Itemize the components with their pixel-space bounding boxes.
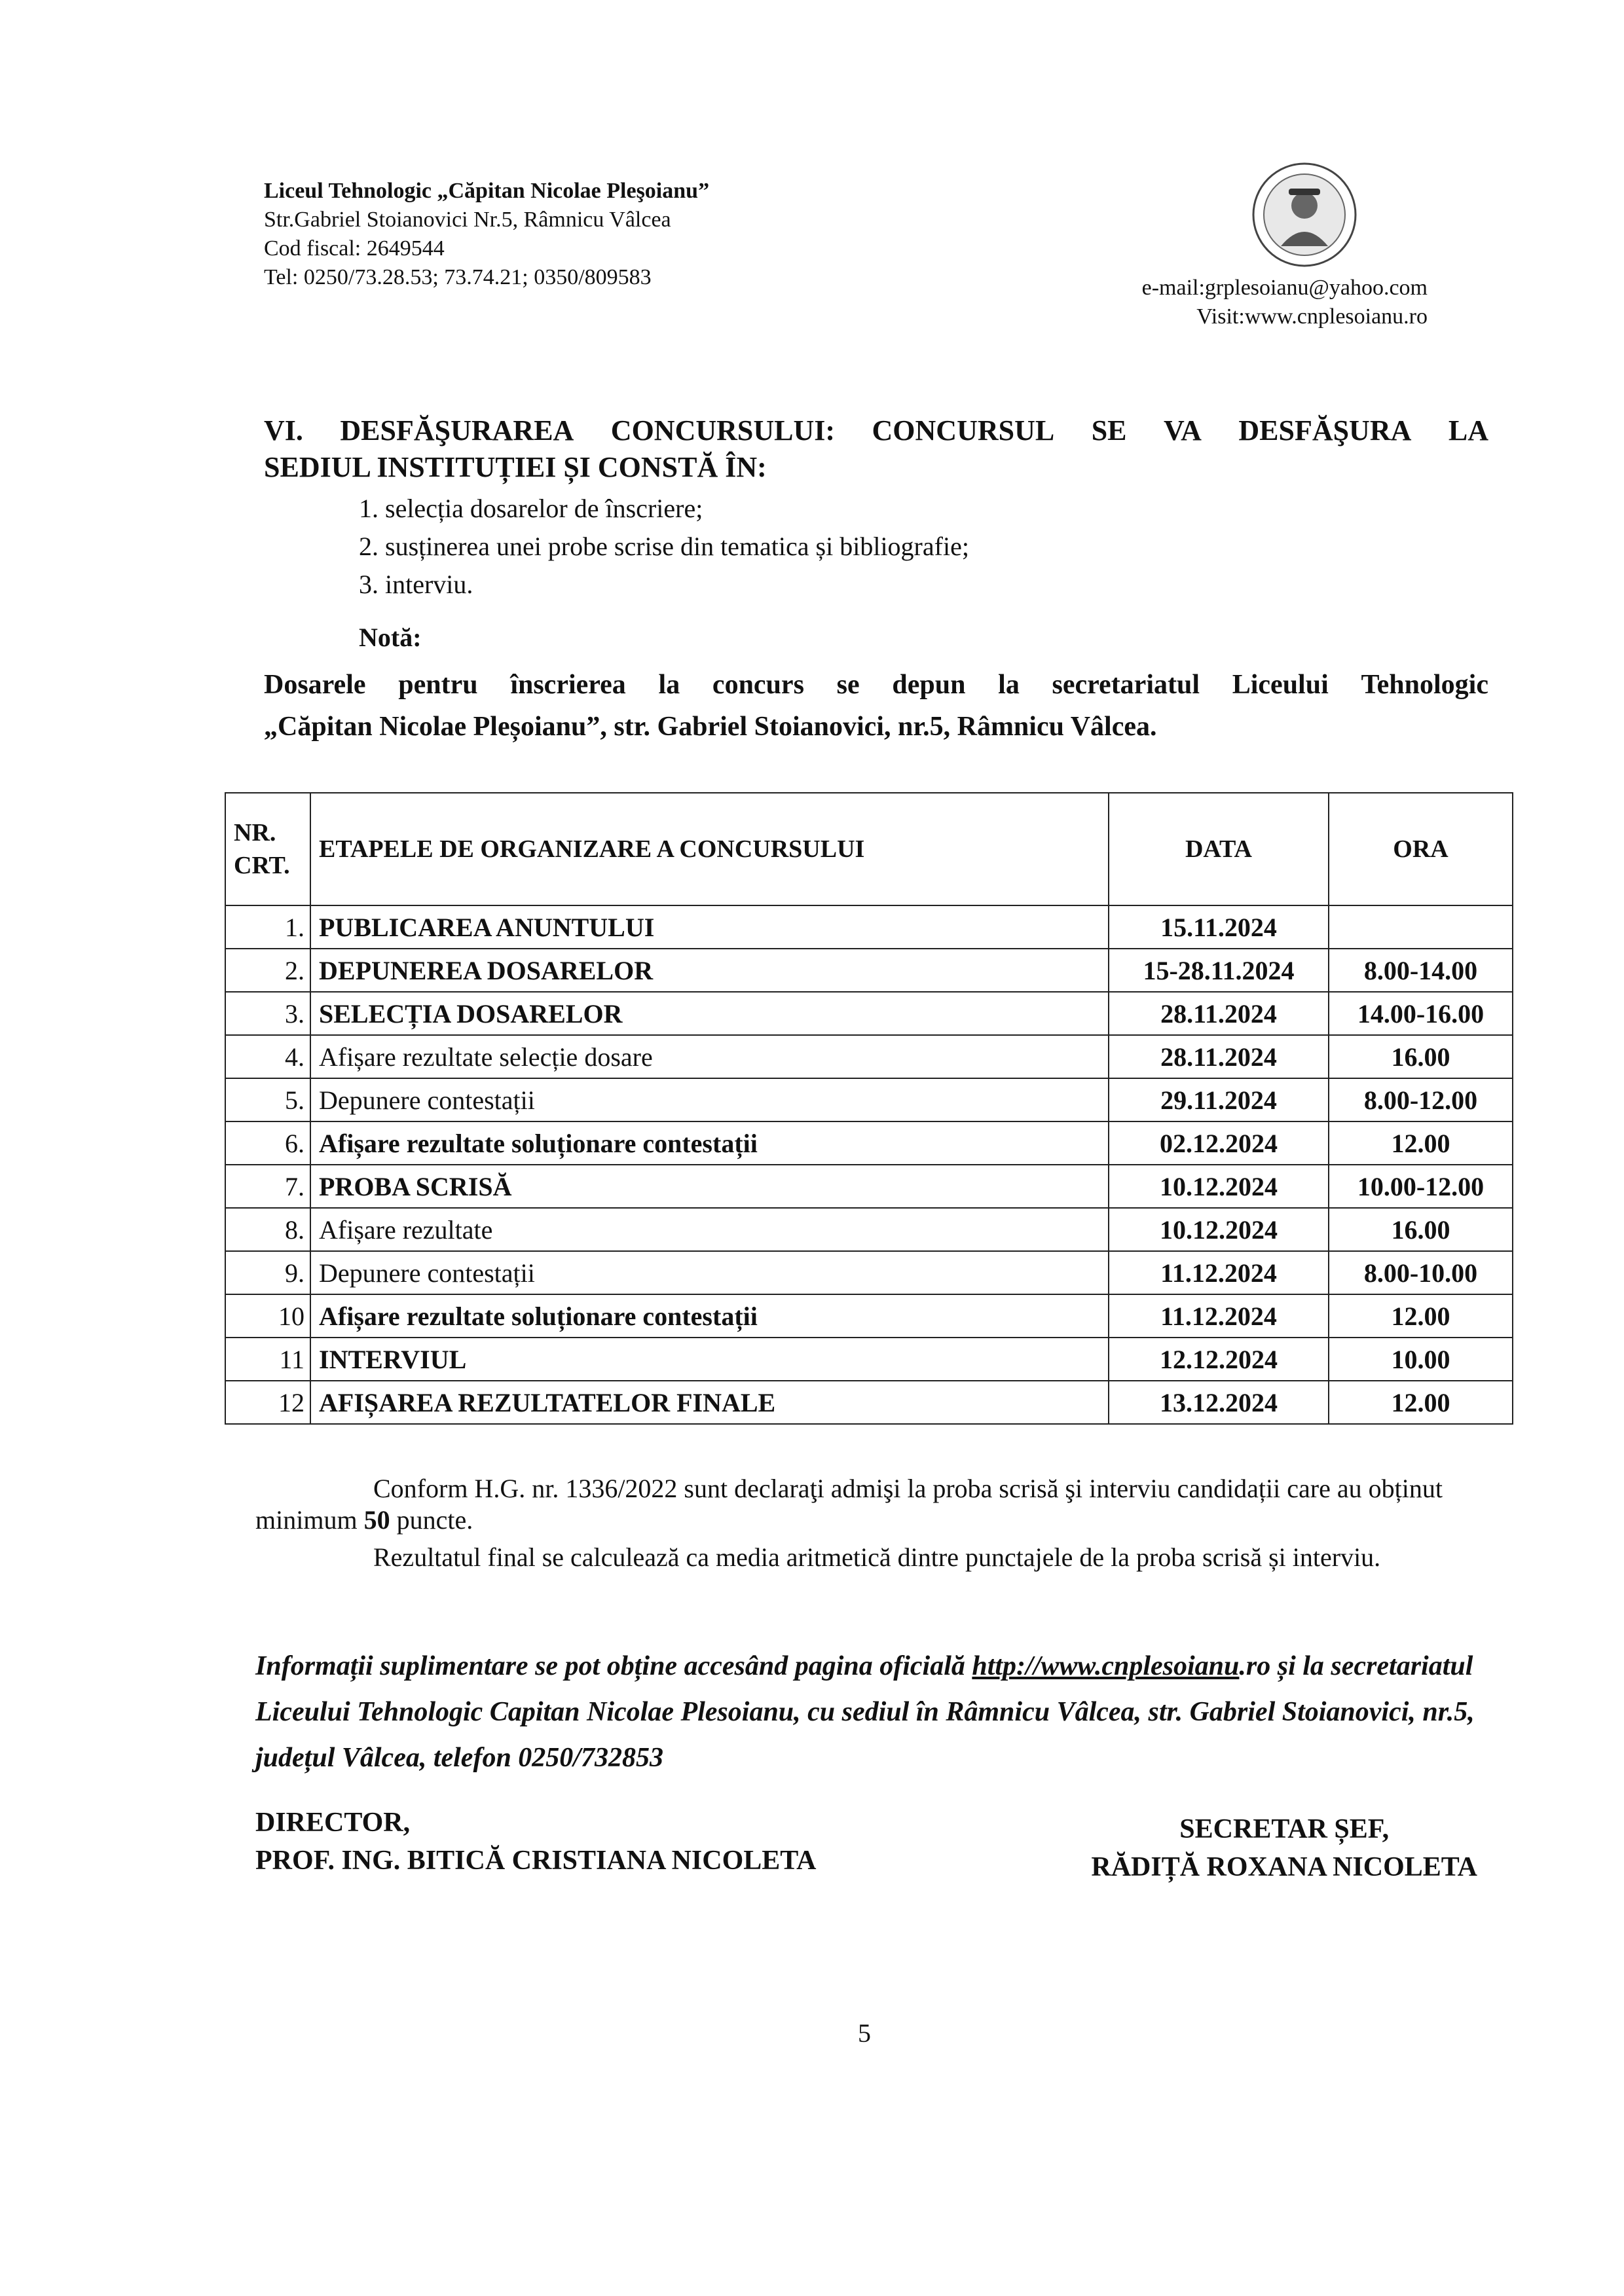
note-word: înscrierea <box>510 670 626 700</box>
school-address: Str.Gabriel Stoianovici Nr.5, Râmnicu Vâlcea <box>264 208 671 232</box>
cell-time: 8.00-14.00 <box>1329 949 1513 992</box>
cell-nr: 7. <box>225 1165 310 1208</box>
note-word: se <box>836 670 860 700</box>
school-fiscal-code: Cod fiscal: 2649544 <box>264 236 445 261</box>
note-word: concurs <box>712 670 804 700</box>
minimum-points: 50 <box>363 1505 390 1535</box>
table-row <box>225 1381 1513 1424</box>
note-line-2: „Căpitan Nicolae Pleșoianu”, str. Gabriel Stoianovici, nr.5, Râmnicu Vâlcea. <box>264 712 1157 742</box>
cell-stage: Depunere contestații <box>310 1078 1109 1121</box>
cell-date: 11.12.2024 <box>1109 1251 1329 1294</box>
school-header <box>264 177 709 292</box>
cell-time: 12.00 <box>1329 1121 1513 1165</box>
table-row <box>225 1294 1513 1338</box>
cell-time: 12.00 <box>1329 1294 1513 1338</box>
cell-stage: Afișare rezultate soluționare contestații <box>310 1294 1109 1338</box>
cell-date: 10.12.2024 <box>1109 1165 1329 1208</box>
cell-time: 16.00 <box>1329 1208 1513 1251</box>
section-title-line-1 <box>264 412 1488 449</box>
cell-nr: 12 <box>225 1381 310 1424</box>
section-title-word: LA <box>1448 414 1488 446</box>
table-row <box>225 1035 1513 1078</box>
table-row <box>225 992 1513 1035</box>
section-title-line-2: SEDIUL INSTITUȚIEI ȘI CONSTĂ ÎN: <box>264 451 767 483</box>
cell-date: 02.12.2024 <box>1109 1121 1329 1165</box>
cell-stage: DEPUNEREA DOSARELOR <box>310 949 1109 992</box>
cell-nr: 4. <box>225 1035 310 1078</box>
cell-time: 14.00-16.00 <box>1329 992 1513 1035</box>
header-stage: ETAPELE DE ORGANIZARE A CONCURSULUI <box>310 793 1109 905</box>
cell-stage: PROBA SCRISĂ <box>310 1165 1109 1208</box>
director-title: DIRECTOR, <box>255 1808 411 1838</box>
stage-list <box>359 490 969 604</box>
admission-text-start: Conform H.G. nr. 1336/2022 sunt declaraţi admişi la proba scrisă şi interviu candidații care au obținut minimum <box>255 1474 1443 1535</box>
final-result-text: Rezultatul final se calculează ca media aritmetică dintre punctajele de la proba scrisă și interviu. <box>373 1542 1381 1572</box>
section-title <box>264 412 1488 486</box>
section-title-word: DESFĂŞURAREA <box>340 414 574 446</box>
cell-nr: 1. <box>225 905 310 949</box>
admission-text-end: puncte. <box>390 1505 473 1535</box>
director-signature-block <box>255 1804 817 1880</box>
cell-date: 15.11.2024 <box>1109 905 1329 949</box>
note-text <box>264 664 1488 748</box>
cell-time <box>1329 905 1513 949</box>
cell-date: 12.12.2024 <box>1109 1338 1329 1381</box>
section-title-word: CONCURSULUI: <box>610 414 836 446</box>
cell-date: 13.12.2024 <box>1109 1381 1329 1424</box>
table-row <box>225 905 1513 949</box>
section-title-word: DESFĂŞURA <box>1238 414 1412 446</box>
final-result-paragraph <box>255 1542 1486 1573</box>
info-text-start: Informații suplimentare se pot obține accesând pagina oficială <box>255 1651 972 1681</box>
table-row <box>225 1078 1513 1121</box>
table-row <box>225 1121 1513 1165</box>
cell-time: 8.00-12.00 <box>1329 1078 1513 1121</box>
note-word: pentru <box>398 670 478 700</box>
cell-date: 15-28.11.2024 <box>1109 949 1329 992</box>
table-row <box>225 1208 1513 1251</box>
table-row <box>225 1165 1513 1208</box>
section-title-word: CONCURSUL <box>872 414 1055 446</box>
admission-paragraph <box>255 1473 1486 1536</box>
header-nr: NR. CRT. <box>225 793 310 905</box>
cell-stage: AFIȘAREA REZULTATELOR FINALE <box>310 1381 1109 1424</box>
cell-stage: PUBLICAREA ANUNTULUI <box>310 905 1109 949</box>
note-word: Liceului <box>1232 670 1329 700</box>
secretary-signature-block <box>1091 1810 1477 1886</box>
table-row <box>225 1251 1513 1294</box>
cell-time: 8.00-10.00 <box>1329 1251 1513 1294</box>
header-time: ORA <box>1329 793 1513 905</box>
note-word: Tehnologic <box>1361 670 1488 700</box>
cell-stage: Afișare rezultate <box>310 1208 1109 1251</box>
cell-time: 10.00-12.00 <box>1329 1165 1513 1208</box>
contact-email: e-mail:grplesoianu@yahoo.com <box>1141 276 1428 300</box>
cell-nr: 10 <box>225 1294 310 1338</box>
info-text-end: .ro și la secretariatul Liceului Tehnologic Capitan Nicolae Plesoianu, cu sediul în Râmnicu Vâlcea, str. Gabriel Stoianovici, nr.5, județul Vâlcea, telefon 0250/732853 <box>255 1651 1475 1773</box>
school-logo-icon <box>1251 161 1358 268</box>
cell-nr: 5. <box>225 1078 310 1121</box>
director-name: PROF. ING. BITICĂ CRISTIANA NICOLETA <box>255 1846 817 1876</box>
contact-block <box>1142 274 1428 331</box>
cell-stage: Afișare rezultate selecție dosare <box>310 1035 1109 1078</box>
website-link[interactable]: http://www.cnplesoianu <box>972 1651 1240 1681</box>
cell-stage: SELECȚIA DOSARELOR <box>310 992 1109 1035</box>
cell-nr: 8. <box>225 1208 310 1251</box>
note-label: Notă: <box>359 623 422 652</box>
cell-date: 10.12.2024 <box>1109 1208 1329 1251</box>
cell-stage: Afișare rezultate soluționare contestații <box>310 1121 1109 1165</box>
section-title-word: VA <box>1163 414 1202 446</box>
cell-time: 10.00 <box>1329 1338 1513 1381</box>
note-word: la <box>998 670 1020 700</box>
note-word: depun <box>892 670 966 700</box>
section-title-word: VI. <box>264 414 303 446</box>
cell-nr: 2. <box>225 949 310 992</box>
cell-nr: 6. <box>225 1121 310 1165</box>
table-row <box>225 1338 1513 1381</box>
secretary-name: RĂDIȚĂ ROXANA NICOLETA <box>1091 1852 1477 1882</box>
cell-date: 29.11.2024 <box>1109 1078 1329 1121</box>
school-phone: Tel: 0250/73.28.53; 73.74.21; 0350/809583 <box>264 265 652 289</box>
note-word: Dosarele <box>264 670 366 700</box>
note-word: la <box>658 670 680 700</box>
note-line-1 <box>264 664 1488 706</box>
cell-date: 11.12.2024 <box>1109 1294 1329 1338</box>
cell-date: 28.11.2024 <box>1109 992 1329 1035</box>
cell-nr: 3. <box>225 992 310 1035</box>
contact-website: Visit:www.cnplesoianu.ro <box>1196 304 1428 329</box>
header-date: DATA <box>1109 793 1329 905</box>
cell-time: 16.00 <box>1329 1035 1513 1078</box>
cell-nr: 9. <box>225 1251 310 1294</box>
list-item: 2. susținerea unei probe scrise din tematica și bibliografie; <box>359 532 969 561</box>
cell-time: 12.00 <box>1329 1381 1513 1424</box>
cell-stage: Depunere contestații <box>310 1251 1109 1294</box>
secretary-title: SECRETAR ȘEF, <box>1179 1814 1390 1844</box>
table-header-row <box>225 793 1513 905</box>
school-name: Liceul Tehnologic „Căpitan Nicolae Pleşoianu” <box>264 179 710 203</box>
cell-stage: INTERVIUL <box>310 1338 1109 1381</box>
schedule-table <box>225 792 1513 1425</box>
table-row <box>225 949 1513 992</box>
list-item: 1. selecția dosarelor de înscriere; <box>359 494 703 523</box>
info-paragraph <box>255 1643 1493 1781</box>
cell-date: 28.11.2024 <box>1109 1035 1329 1078</box>
cell-nr: 11 <box>225 1338 310 1381</box>
page-number: 5 <box>858 2018 871 2048</box>
note-word: secretariatul <box>1052 670 1200 700</box>
section-title-word: SE <box>1091 414 1127 446</box>
list-item: 3. interviu. <box>359 570 473 599</box>
